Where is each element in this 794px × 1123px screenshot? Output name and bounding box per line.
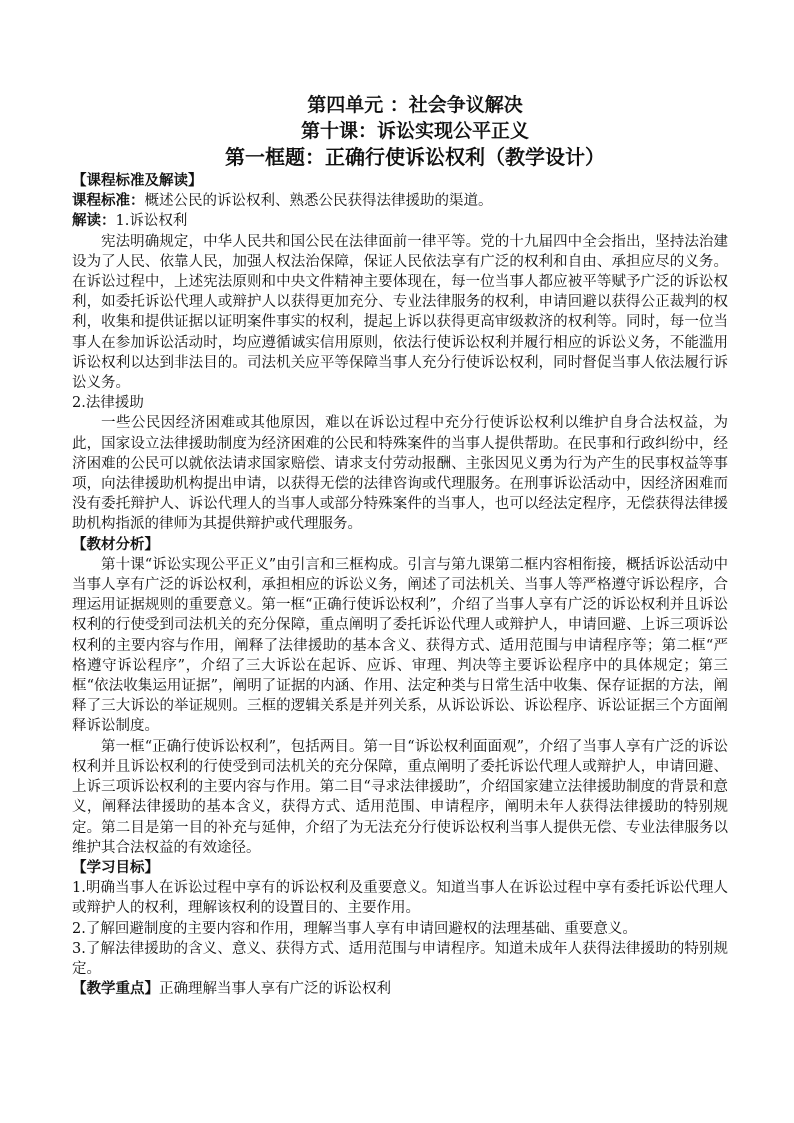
topic-title: 第一框题：正确行使诉讼权利（教学设计） [225, 145, 605, 169]
key-points-text: 正确理解当事人享有广泛的诉讼权利 [159, 981, 391, 998]
standards-heading: 【课程标准及解读】 [72, 172, 203, 189]
analysis-paragraph-1: 第十课“诉讼实现公平正义”由引言和三框构成。引言与第九课第二框内容相衔接，概括诉讼活动中当事人享有广泛的诉讼权利，承担相应的诉讼义务，阐述了司法机关、当事人等严格遵守诉讼程序，合理运用证据规则的重要意义。第一框“正确行使诉讼权利”，介绍了当事人享有广泛的诉讼权利并且诉讼权利的行使受到司法机关的充分保障，重点阐明了委托诉讼代理人或辩护人，申请回避、上诉三项诉讼权利的主要内容与作用，阐释了法律援助的基本含义、获得方式、适用范围与申请程序等；第二框“严格遵守诉讼程序”，介绍了三大诉讼在起诉、应诉、审理、判决等主要诉讼程序中的具体规定；第三框“依法收集运用证据”，阐明了证据的内涵、作用、法定种类与日常生活中收集、保存证据的方法，阐释了三大诉讼的举证规则。三框的逻辑关系是并列关系，从诉讼诉讼、诉讼程序、诉讼证据三个方面阐释诉讼制度。 [72, 556, 728, 735]
reading-line [72, 211, 728, 231]
objectives-heading: 【学习目标】 [72, 858, 159, 876]
standard-label: 课程标准： [72, 192, 145, 210]
objective-item-3: 3.了解法律援助的含义、意义、获得方式、适用范围与申请程序。知道未成年人获得法律援助的特别规定。 [72, 940, 728, 977]
reading-paragraph-2: 一些公民因经济困难或其他原因，难以在诉讼过程中充分行使诉讼权利以维护自身合法权益，为此，国家设立法律援助制度为经济困难的公民和特殊案件的当事人提供帮助。在民事和行政纠纷中，经济困难的公民可以就依法请求国家赔偿、请求支付劳动报酬、主张因见义勇为行为产生的民事权益等事项，向法律援助机构提出申请，以获得无偿的法律咨询或代理服务。在刑事诉讼活动中，因经济困难而没有委托辩护人、诉讼代理人的当事人或部分特殊案件的当事人，也可以经法定程序，无偿获得法律援助机构指派的律师为其提供辩护或代理服务。 [72, 415, 728, 533]
objective-item-2: 2.了解回避制度的主要内容和作用，理解当事人享有申请回避权的法理基础、重要意义。 [72, 920, 637, 937]
standard-line [72, 191, 728, 211]
standard-text: 概述公民的诉讼权利、熟悉公民获得法律援助的渠道。 [144, 193, 493, 210]
reading-paragraph-1: 宪法明确规定，中华人民共和国公民在法律面前一律平等。党的十九届四中全会指出，坚持法治建设为了人民、依靠人民，加强人权法治保障，保证人民依法享有广泛的权利和自由、承担应尽的义务。在诉讼过程中，上述宪法原则和中央文件精神主要体现在，每一位当事人都应被平等赋予广泛的诉讼权利，如委托诉讼代理人或辩护人以获得更加充分、专业法律服务的权利，申请回避以获得公正裁判的权利，收集和提供证据以证明案件事实的权利，提起上诉以获得更高审级救济的权利等。同时，每一位当事人在参加诉讼活动时，均应遵循诚实信用原则，依法行使诉讼权利并履行相应的诉讼义务，不能滥用诉讼权利以达到非法目的。司法机关应平等保障当事人充分行使诉讼权利，同时督促当事人依法履行诉讼义务。 [72, 233, 728, 392]
analysis-paragraph-2: 第一框“正确行使诉讼权利”，包括两目。第一目“诉讼权利面面观”，介绍了当事人享有广泛的诉讼权利并且诉讼权利的行使受到司法机关的充分保障，重点阐明了委托诉讼代理人或辩护人，申请回避、上诉三项诉讼权利的主要内容与作用。第二目“寻求法律援助”，介绍国家建立法律援助制度的背景和意义，阐释法律援助的基本含义，获得方式、适用范围、申请程序，阐明未年人获得法律援助的特别规定。第二目是第一目的补充与延伸，介绍了为无法充分行使诉讼权利当事人提供无偿、专业法律服务以维护其合法权益的有效途径。 [72, 738, 728, 856]
key-points-heading: 【教学重点】 [72, 980, 159, 998]
unit-title: 第四单元 ：社会争议解决 [307, 94, 523, 116]
reading-subheading-1: 1.诉讼权利 [115, 213, 188, 230]
reading-subheading-2: 2.法律援助 [72, 395, 144, 412]
analysis-heading: 【教材分析】 [72, 535, 159, 553]
document-page [72, 92, 728, 999]
objective-item-1: 1.明确当事人在诉讼过程中享有的诉讼权利及重要意义。知道当事人在诉讼过程中享有委托诉讼代理人或辩护人的权利，理解该权利的设置目的、主要作用。 [72, 880, 728, 917]
reading-label: 解读： [72, 212, 116, 230]
lesson-title: 第十课：诉讼实现公平正义 [300, 120, 529, 142]
key-points-line [72, 979, 728, 999]
